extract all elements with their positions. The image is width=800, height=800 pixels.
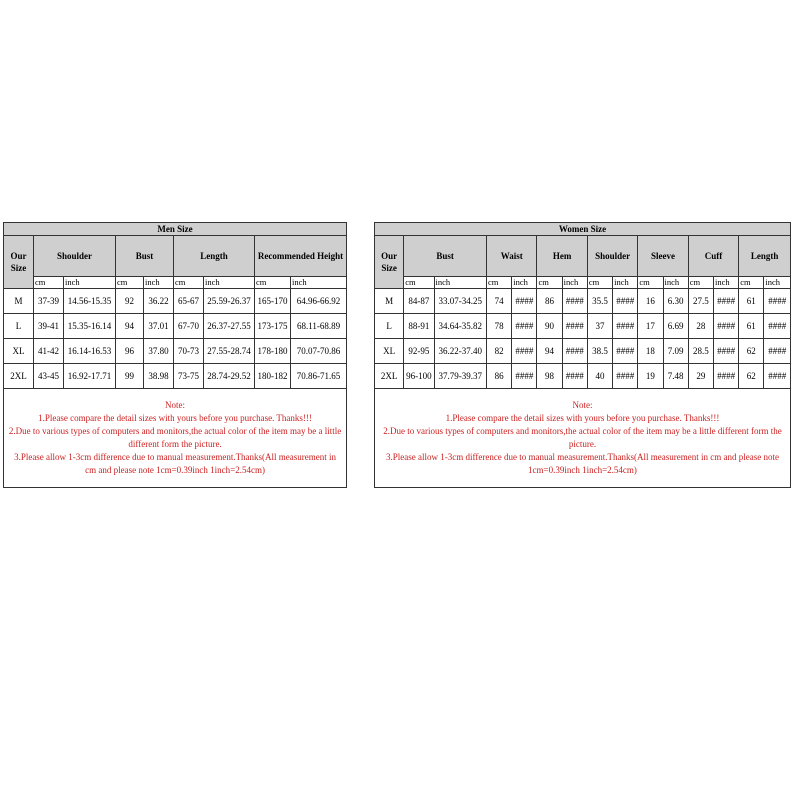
women-size-value: 78 <box>487 314 512 339</box>
women-size-value: 16 <box>638 289 663 314</box>
women-size-value: #### <box>562 289 587 314</box>
men-size-label: XL <box>4 339 34 364</box>
men-size-value: 92 <box>116 289 144 314</box>
men-note-label: Note: <box>165 400 186 410</box>
men-size-value: 16.92-17.71 <box>64 364 116 389</box>
women-size-value: #### <box>562 339 587 364</box>
women-size-value: #### <box>713 339 738 364</box>
men-note <box>4 389 347 488</box>
women-size-value: #### <box>512 314 537 339</box>
men-unit-cell: inch <box>144 277 174 289</box>
men-size-value: 68.11-68.89 <box>291 314 347 339</box>
men-table-row <box>4 289 347 314</box>
women-size-value: 88-91 <box>404 314 434 339</box>
women-size-value: #### <box>764 339 791 364</box>
men-header-our-size: Our Size <box>4 236 34 289</box>
women-size-value: 74 <box>487 289 512 314</box>
women-header-bust: Bust <box>404 236 487 277</box>
men-table-row <box>4 364 347 389</box>
women-size-value: 19 <box>638 364 663 389</box>
women-header-our-size: Our Size <box>375 236 404 289</box>
women-size-value: 37.79-39.37 <box>434 364 486 389</box>
women-size-value: 18 <box>638 339 663 364</box>
men-size-value: 38.98 <box>144 364 174 389</box>
men-size-value: 70.86-71.65 <box>291 364 347 389</box>
women-note-line: 1.Please compare the detail sizes with yours before you purchase. Thanks!!! <box>445 413 720 423</box>
women-header-sleeve: Sleeve <box>638 236 688 277</box>
women-size-value: 94 <box>537 339 562 364</box>
men-size-value: 180-182 <box>255 364 291 389</box>
men-unit-cell: cm <box>255 277 291 289</box>
women-size-label: M <box>375 289 404 314</box>
women-size-label: XL <box>375 339 404 364</box>
women-size-rows <box>375 289 791 389</box>
women-size-value: 33.07-34.25 <box>434 289 486 314</box>
women-header-shoulder: Shoulder <box>587 236 637 277</box>
men-table-row <box>4 339 347 364</box>
women-size-value: #### <box>512 289 537 314</box>
women-size-value: #### <box>613 289 638 314</box>
men-header-recommended-height: Recommended Height <box>255 236 347 277</box>
women-unit-cell: cm <box>638 277 663 289</box>
women-header-waist: Waist <box>487 236 537 277</box>
women-size-value: 37 <box>587 314 612 339</box>
men-size-value: 165-170 <box>255 289 291 314</box>
men-size-value: 41-42 <box>34 339 64 364</box>
women-unit-cell: cm <box>537 277 562 289</box>
women-size-value: #### <box>764 314 791 339</box>
women-size-value: #### <box>764 364 791 389</box>
women-size-value: 61 <box>739 314 764 339</box>
women-header-hem: Hem <box>537 236 587 277</box>
men-size-value: 26.37-27.55 <box>204 314 255 339</box>
men-size-value: 37.01 <box>144 314 174 339</box>
men-size-value: 39-41 <box>34 314 64 339</box>
women-table-row <box>375 314 791 339</box>
men-size-value: 16.14-16.53 <box>64 339 116 364</box>
men-size-value: 173-175 <box>255 314 291 339</box>
women-size-value: #### <box>713 289 738 314</box>
men-size-label: L <box>4 314 34 339</box>
women-table-row <box>375 289 791 314</box>
women-unit-cell: inch <box>562 277 587 289</box>
men-size-value: 37-39 <box>34 289 64 314</box>
men-size-value: 25.59-26.37 <box>204 289 255 314</box>
men-note-line: 3.Please allow 1-3cm difference due to manual measurement.Thanks(All measurement in cm and please note 1cm=0.39inch 1inch=2.54cm) <box>14 452 337 475</box>
women-header-length: Length <box>739 236 791 277</box>
women-size-value: 40 <box>587 364 612 389</box>
women-unit-cell: inch <box>512 277 537 289</box>
women-size-value: #### <box>713 364 738 389</box>
women-unit-cell: cm <box>688 277 713 289</box>
men-size-value: 70-73 <box>174 339 204 364</box>
men-header-shoulder: Shoulder <box>34 236 116 277</box>
women-size-value: #### <box>512 364 537 389</box>
women-size-value: 17 <box>638 314 663 339</box>
women-size-value: #### <box>562 314 587 339</box>
women-size-value: 6.30 <box>663 289 688 314</box>
women-table-row <box>375 339 791 364</box>
women-table-row <box>375 364 791 389</box>
men-note-line: 1.Please compare the detail sizes with yours before you purchase. Thanks!!! <box>38 413 312 423</box>
women-unit-cell: inch <box>713 277 738 289</box>
women-size-value: 98 <box>537 364 562 389</box>
men-size-value: 43-45 <box>34 364 64 389</box>
men-unit-cell: cm <box>34 277 64 289</box>
men-size-value: 99 <box>116 364 144 389</box>
women-size-value: 61 <box>739 289 764 314</box>
women-unit-cell: inch <box>764 277 791 289</box>
women-note-line: 3.Please allow 1-3cm difference due to manual measurement.Thanks(All measurement in cm and please note 1cm=0.39inch 1inch=2.54cm) <box>386 452 779 475</box>
women-size-value: #### <box>713 314 738 339</box>
men-size-value: 94 <box>116 314 144 339</box>
men-size-value: 70.07-70.86 <box>291 339 347 364</box>
women-unit-cell: cm <box>487 277 512 289</box>
women-size-value: 86 <box>487 364 512 389</box>
women-size-title: Women Size <box>375 223 791 236</box>
women-size-value: 62 <box>739 364 764 389</box>
men-size-value: 65-67 <box>174 289 204 314</box>
women-size-value: #### <box>562 364 587 389</box>
women-unit-cell: inch <box>663 277 688 289</box>
men-unit-cell: inch <box>204 277 255 289</box>
women-size-value: #### <box>512 339 537 364</box>
men-size-value: 178-180 <box>255 339 291 364</box>
men-header-length: Length <box>174 236 255 277</box>
women-size-value: 28 <box>688 314 713 339</box>
women-unit-cell: cm <box>739 277 764 289</box>
women-size-value: 90 <box>537 314 562 339</box>
women-size-value: 92-95 <box>404 339 434 364</box>
men-size-value: 28.74-29.52 <box>204 364 255 389</box>
men-unit-cell: inch <box>64 277 116 289</box>
women-size-value: #### <box>764 289 791 314</box>
men-header-bust: Bust <box>116 236 174 277</box>
women-size-value: #### <box>613 364 638 389</box>
women-note-line: 2.Due to various types of computers and monitors,the actual color of the item may be a little different form the picture. <box>383 426 782 449</box>
men-note-line: 2.Due to various types of computers and monitors,the actual color of the item may be a little different form the picture. <box>8 426 342 449</box>
women-size-value: 62 <box>739 339 764 364</box>
women-size-value: 6.69 <box>663 314 688 339</box>
women-size-label: 2XL <box>375 364 404 389</box>
men-size-label: M <box>4 289 34 314</box>
women-unit-cell: cm <box>587 277 612 289</box>
women-note-label: Note: <box>572 400 593 410</box>
women-size-value: 35.5 <box>587 289 612 314</box>
women-size-value: 86 <box>537 289 562 314</box>
women-unit-cell: inch <box>613 277 638 289</box>
women-size-value: #### <box>613 314 638 339</box>
men-size-value: 37.80 <box>144 339 174 364</box>
women-size-value: 34.64-35.82 <box>434 314 486 339</box>
women-size-value: 96-100 <box>404 364 434 389</box>
men-size-table <box>3 222 347 488</box>
women-size-value: 84-87 <box>404 289 434 314</box>
men-size-rows <box>4 289 347 389</box>
women-size-value: 7.09 <box>663 339 688 364</box>
women-size-value: 82 <box>487 339 512 364</box>
women-size-value: 36.22-37.40 <box>434 339 486 364</box>
men-unit-cell: cm <box>116 277 144 289</box>
men-size-title: Men Size <box>4 223 347 236</box>
women-size-label: L <box>375 314 404 339</box>
men-size-value: 67-70 <box>174 314 204 339</box>
men-size-value: 73-75 <box>174 364 204 389</box>
men-size-value: 27.55-28.74 <box>204 339 255 364</box>
men-size-value: 36.22 <box>144 289 174 314</box>
women-size-value: 29 <box>688 364 713 389</box>
men-size-value: 64.96-66.92 <box>291 289 347 314</box>
women-header-cuff: Cuff <box>688 236 738 277</box>
men-size-value: 96 <box>116 339 144 364</box>
women-size-value: 38.5 <box>587 339 612 364</box>
women-size-value: #### <box>613 339 638 364</box>
men-size-value: 14.56-15.35 <box>64 289 116 314</box>
women-note <box>375 389 791 488</box>
men-size-label: 2XL <box>4 364 34 389</box>
women-size-value: 7.48 <box>663 364 688 389</box>
women-unit-cell: cm <box>404 277 434 289</box>
men-unit-cell: cm <box>174 277 204 289</box>
men-table-row <box>4 314 347 339</box>
women-size-value: 28.5 <box>688 339 713 364</box>
men-unit-cell: inch <box>291 277 347 289</box>
women-unit-cell: inch <box>434 277 486 289</box>
women-size-value: 27.5 <box>688 289 713 314</box>
women-size-table <box>374 222 791 488</box>
men-size-value: 15.35-16.14 <box>64 314 116 339</box>
